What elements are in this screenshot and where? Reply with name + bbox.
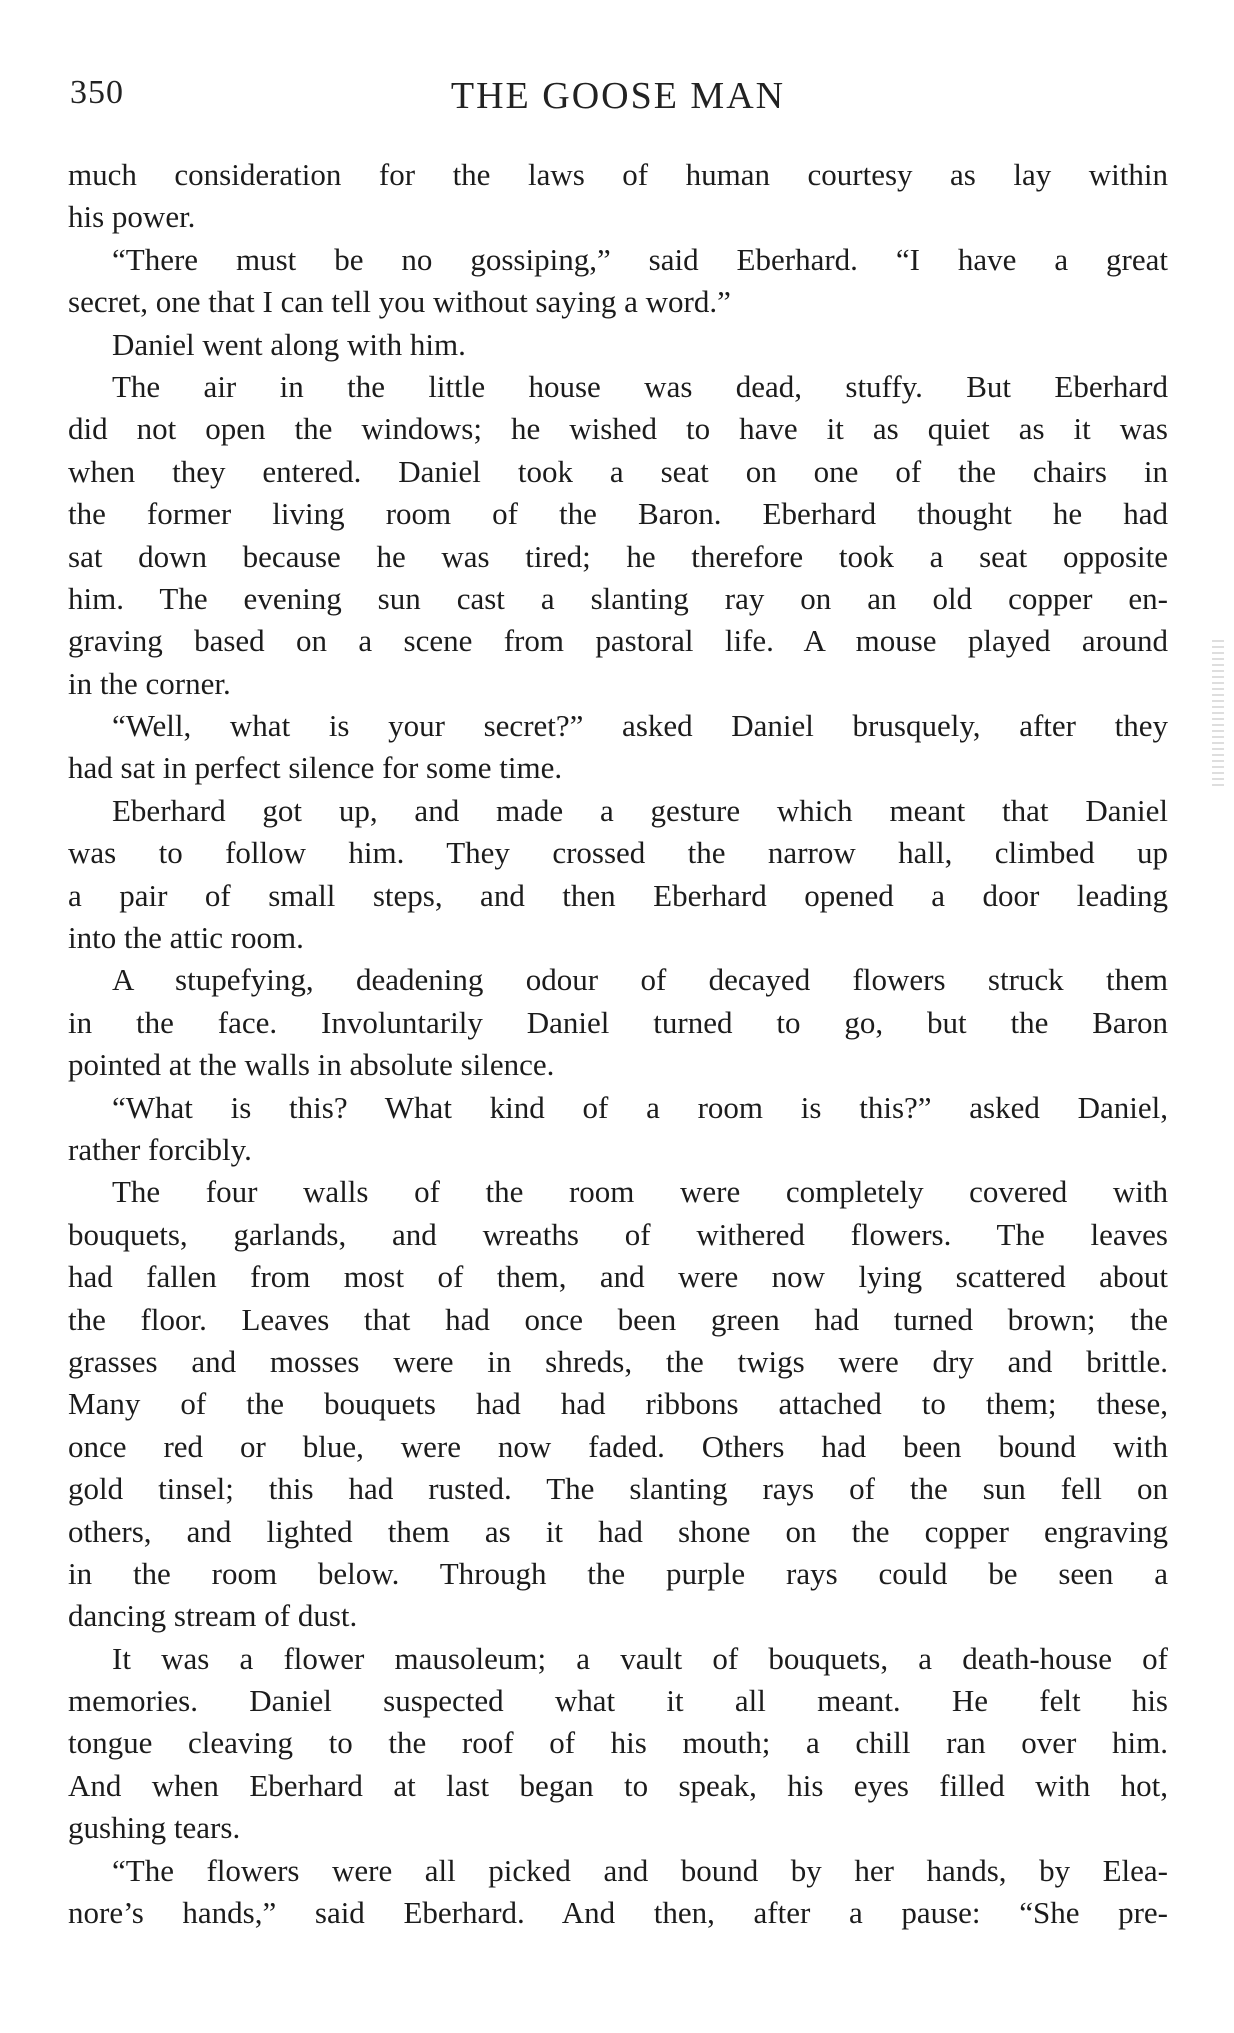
text-line: graving based on a scene from pastoral life. A mouse played around	[68, 623, 1168, 659]
text-line: “Well, what is your secret?” asked Daniel brusquely, after they	[112, 708, 1168, 744]
text-line: A stupefying, deadening odour of decayed flowers struck them	[112, 962, 1168, 998]
text-line: rather forcibly.	[68, 1131, 252, 1167]
text-line: in the face. Involuntarily Daniel turned to go, but the Baron	[68, 1004, 1168, 1040]
text-line: when they entered. Daniel took a seat on one of the chairs in	[68, 453, 1168, 489]
text-line: had fallen from most of them, and were now lying scattered about	[68, 1259, 1168, 1295]
text-line: “There must be no gossiping,” said Eberhard. “I have a great	[112, 241, 1168, 277]
text-line: bouquets, garlands, and wreaths of withered flowers. The leaves	[68, 1216, 1168, 1252]
text-line: him. The evening sun cast a slanting ray on an old copper en-	[68, 580, 1168, 616]
text-line: had sat in perfect silence for some time.	[68, 750, 563, 786]
body-text	[68, 154, 1168, 1994]
text-line: It was a flower mausoleum; a vault of bouquets, a death-house of	[112, 1640, 1168, 1676]
text-line: “What is this? What kind of a room is this?” asked Daniel,	[112, 1089, 1168, 1125]
text-line: the former living room of the Baron. Eberhard thought he had	[68, 496, 1168, 532]
text-line: Daniel went along with him.	[112, 326, 466, 362]
text-line: tongue cleaving to the roof of his mouth; a chill ran over him.	[68, 1725, 1168, 1761]
text-line: in the room below. Through the purple rays could be seen a	[68, 1555, 1168, 1591]
text-line: his power.	[68, 199, 196, 235]
text-line: gold tinsel; this had rusted. The slanting rays of the sun fell on	[68, 1471, 1168, 1507]
text-line: memories. Daniel suspected what it all meant. He felt his	[68, 1683, 1168, 1719]
text-line: The air in the little house was dead, stuffy. But Eberhard	[112, 368, 1168, 404]
text-line: in the corner.	[68, 665, 231, 701]
text-line: the floor. Leaves that had once been green had turned brown; the	[68, 1301, 1168, 1337]
text-line: once red or blue, were now faded. Others had been bound with	[68, 1428, 1168, 1464]
text-line: sat down because he was tired; he therefore took a seat opposite	[68, 538, 1168, 574]
running-title: THE GOOSE MAN	[450, 75, 786, 117]
text-line: others, and lighted them as it had shone on the copper engraving	[68, 1513, 1168, 1549]
text-line: pointed at the walls in absolute silence.	[68, 1047, 555, 1083]
page-header	[68, 68, 1168, 128]
text-line: Eberhard got up, and made a gesture which meant that Daniel	[112, 792, 1168, 828]
text-line: “The flowers were all picked and bound by her hands, by Elea-	[112, 1852, 1168, 1888]
text-line: The four walls of the room were completely covered with	[112, 1174, 1168, 1210]
text-line: into the attic room.	[68, 920, 304, 956]
text-line: was to follow him. They crossed the narrow hall, climbed up	[68, 835, 1168, 871]
text-line: much consideration for the laws of human courtesy as lay within	[68, 157, 1168, 192]
text-line: Many of the bouquets had had ribbons attached to them; these,	[68, 1386, 1168, 1422]
margin-scan-mark	[1212, 640, 1224, 790]
text-line: gushing tears.	[68, 1810, 241, 1846]
text-line: dancing stream of dust.	[68, 1598, 358, 1634]
text-line: a pair of small steps, and then Eberhard opened a door leading	[68, 877, 1168, 913]
text-line: secret, one that I can tell you without saying a word.”	[68, 284, 731, 320]
page-number: 350	[70, 74, 124, 111]
text-line: did not open the windows; he wished to have it as quiet as it was	[68, 411, 1168, 447]
text-line: And when Eberhard at last began to speak, his eyes filled with hot,	[68, 1767, 1168, 1803]
text-line: grasses and mosses were in shreds, the twigs were dry and brittle.	[68, 1343, 1168, 1379]
text-line: nore’s hands,” said Eberhard. And then, after a pause: “She pre-	[68, 1895, 1168, 1931]
